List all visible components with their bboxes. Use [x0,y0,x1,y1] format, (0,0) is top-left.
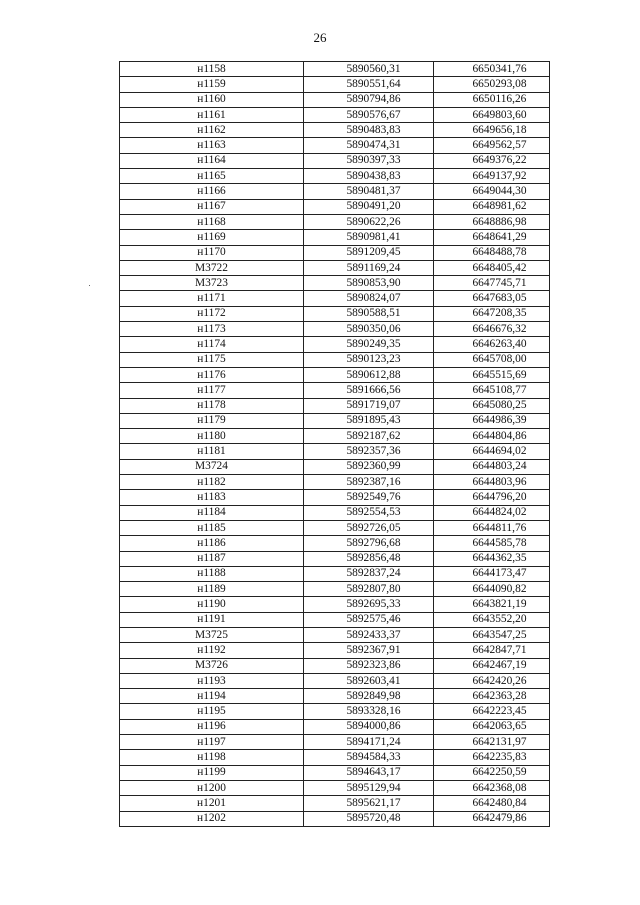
point-id-cell: н1196 [120,719,304,734]
y-coordinate-cell: 6644986,39 [434,413,550,428]
table-row [120,689,550,704]
table-row [120,505,550,520]
y-coordinate-cell: 6648488,78 [434,245,550,260]
point-id-cell: н1177 [120,383,304,398]
y-coordinate-cell: 6643547,25 [434,627,550,642]
point-id-cell: н1201 [120,796,304,811]
x-coordinate-cell: 5890612,88 [304,367,434,382]
x-coordinate-cell: 5890824,07 [304,291,434,306]
table-row [120,520,550,535]
x-coordinate-cell: 5890576,67 [304,107,434,122]
x-coordinate-cell: 5890622,26 [304,214,434,229]
table-row [120,337,550,352]
point-id-cell: М3726 [120,658,304,673]
x-coordinate-cell: 5893328,16 [304,704,434,719]
point-id-cell: М3723 [120,276,304,291]
table-row [120,276,550,291]
table-row [120,658,550,673]
point-id-cell: н1199 [120,765,304,780]
table-row [120,62,550,77]
y-coordinate-cell: 6644090,82 [434,582,550,597]
point-id-cell: н1176 [120,367,304,382]
point-id-cell: н1180 [120,429,304,444]
x-coordinate-cell: 5890853,90 [304,276,434,291]
x-coordinate-cell: 5892187,62 [304,429,434,444]
y-coordinate-cell: 6646263,40 [434,337,550,352]
y-coordinate-cell: 6646676,32 [434,322,550,337]
x-coordinate-cell: 5891169,24 [304,260,434,275]
y-coordinate-cell: 6644824,02 [434,505,550,520]
y-coordinate-cell: 6642063,65 [434,719,550,734]
table-row [120,367,550,382]
x-coordinate-cell: 5894584,33 [304,750,434,765]
y-coordinate-cell: 6644694,02 [434,444,550,459]
point-id-cell: н1198 [120,750,304,765]
table-row [120,765,550,780]
table-row [120,643,550,658]
point-id-cell: н1189 [120,582,304,597]
y-coordinate-cell: 6645708,00 [434,352,550,367]
coordinates-table [119,61,550,827]
table-row [120,260,550,275]
x-coordinate-cell: 5890350,06 [304,322,434,337]
scan-speck [89,285,90,286]
table-row [120,612,550,627]
point-id-cell: н1200 [120,780,304,795]
x-coordinate-cell: 5890474,31 [304,138,434,153]
point-id-cell: н1183 [120,490,304,505]
table-row [120,551,550,566]
table-row [120,459,550,474]
point-id-cell: н1167 [120,199,304,214]
table-row [120,107,550,122]
point-id-cell: н1193 [120,673,304,688]
table-row [120,138,550,153]
x-coordinate-cell: 5892807,80 [304,582,434,597]
table-row [120,750,550,765]
x-coordinate-cell: 5892837,24 [304,566,434,581]
x-coordinate-cell: 5890981,41 [304,230,434,245]
y-coordinate-cell: 6645515,69 [434,367,550,382]
y-coordinate-cell: 6648641,29 [434,230,550,245]
y-coordinate-cell: 6650293,08 [434,77,550,92]
coordinates-table-body [120,62,550,827]
y-coordinate-cell: 6642479,86 [434,811,550,826]
x-coordinate-cell: 5892575,46 [304,612,434,627]
y-coordinate-cell: 6642368,08 [434,780,550,795]
table-row [120,153,550,168]
y-coordinate-cell: 6649044,30 [434,184,550,199]
point-id-cell: н1164 [120,153,304,168]
point-id-cell: н1162 [120,123,304,138]
table-row [120,199,550,214]
x-coordinate-cell: 5890249,35 [304,337,434,352]
table-row [120,444,550,459]
x-coordinate-cell: 5890551,64 [304,77,434,92]
x-coordinate-cell: 5895621,17 [304,796,434,811]
x-coordinate-cell: 5890483,83 [304,123,434,138]
point-id-cell: М3725 [120,627,304,642]
y-coordinate-cell: 6642131,97 [434,735,550,750]
table-row [120,780,550,795]
table-row [120,704,550,719]
y-coordinate-cell: 6650341,76 [434,62,550,77]
y-coordinate-cell: 6647745,71 [434,276,550,291]
point-id-cell: н1160 [120,92,304,107]
point-id-cell: М3722 [120,260,304,275]
table-row [120,306,550,321]
table-row [120,413,550,428]
table-row [120,184,550,199]
y-coordinate-cell: 6648981,62 [434,199,550,214]
x-coordinate-cell: 5892856,48 [304,551,434,566]
y-coordinate-cell: 6642480,84 [434,796,550,811]
x-coordinate-cell: 5892433,37 [304,627,434,642]
y-coordinate-cell: 6642235,83 [434,750,550,765]
table-row [120,735,550,750]
y-coordinate-cell: 6642847,71 [434,643,550,658]
y-coordinate-cell: 6644803,24 [434,459,550,474]
y-coordinate-cell: 6649562,57 [434,138,550,153]
y-coordinate-cell: 6644803,96 [434,475,550,490]
point-id-cell: н1163 [120,138,304,153]
point-id-cell: М3724 [120,459,304,474]
point-id-cell: н1192 [120,643,304,658]
y-coordinate-cell: 6649656,18 [434,123,550,138]
y-coordinate-cell: 6643821,19 [434,597,550,612]
y-coordinate-cell: 6647208,35 [434,306,550,321]
table-row [120,597,550,612]
point-id-cell: н1169 [120,230,304,245]
point-id-cell: н1178 [120,398,304,413]
y-coordinate-cell: 6644362,35 [434,551,550,566]
page-number: 26 [313,30,327,45]
table-row [120,352,550,367]
point-id-cell: н1184 [120,505,304,520]
point-id-cell: н1179 [120,413,304,428]
y-coordinate-cell: 6642420,26 [434,673,550,688]
x-coordinate-cell: 5892387,16 [304,475,434,490]
x-coordinate-cell: 5891719,07 [304,398,434,413]
y-coordinate-cell: 6649803,60 [434,107,550,122]
point-id-cell: н1194 [120,689,304,704]
x-coordinate-cell: 5892849,98 [304,689,434,704]
x-coordinate-cell: 5892726,05 [304,520,434,535]
table-row [120,429,550,444]
table-row [120,123,550,138]
table-row [120,230,550,245]
table-row [120,719,550,734]
table-row [120,475,550,490]
x-coordinate-cell: 5892323,86 [304,658,434,673]
y-coordinate-cell: 6643552,20 [434,612,550,627]
x-coordinate-cell: 5895720,48 [304,811,434,826]
y-coordinate-cell: 6648886,98 [434,214,550,229]
x-coordinate-cell: 5890560,31 [304,62,434,77]
x-coordinate-cell: 5892695,33 [304,597,434,612]
y-coordinate-cell: 6644804,86 [434,429,550,444]
y-coordinate-cell: 6644173,47 [434,566,550,581]
x-coordinate-cell: 5891209,45 [304,245,434,260]
y-coordinate-cell: 6642223,45 [434,704,550,719]
y-coordinate-cell: 6645080,25 [434,398,550,413]
point-id-cell: н1166 [120,184,304,199]
x-coordinate-cell: 5890491,20 [304,199,434,214]
point-id-cell: н1181 [120,444,304,459]
y-coordinate-cell: 6649137,92 [434,169,550,184]
x-coordinate-cell: 5890481,37 [304,184,434,199]
y-coordinate-cell: 6644585,78 [434,536,550,551]
point-id-cell: н1187 [120,551,304,566]
point-id-cell: н1188 [120,566,304,581]
x-coordinate-cell: 5892357,36 [304,444,434,459]
y-coordinate-cell: 6644811,76 [434,520,550,535]
table-row [120,92,550,107]
y-coordinate-cell: 6642250,59 [434,765,550,780]
table-row [120,566,550,581]
table-row [120,245,550,260]
table-row [120,627,550,642]
point-id-cell: н1186 [120,536,304,551]
x-coordinate-cell: 5895129,94 [304,780,434,795]
x-coordinate-cell: 5890397,33 [304,153,434,168]
x-coordinate-cell: 5894643,17 [304,765,434,780]
x-coordinate-cell: 5892554,53 [304,505,434,520]
y-coordinate-cell: 6642363,28 [434,689,550,704]
point-id-cell: н1185 [120,520,304,535]
table-row [120,811,550,826]
point-id-cell: н1165 [120,169,304,184]
x-coordinate-cell: 5892603,41 [304,673,434,688]
x-coordinate-cell: 5892360,99 [304,459,434,474]
x-coordinate-cell: 5890794,86 [304,92,434,107]
point-id-cell: н1158 [120,62,304,77]
point-id-cell: н1195 [120,704,304,719]
x-coordinate-cell: 5890588,51 [304,306,434,321]
y-coordinate-cell: 6650116,26 [434,92,550,107]
y-coordinate-cell: 6647683,05 [434,291,550,306]
y-coordinate-cell: 6642467,19 [434,658,550,673]
x-coordinate-cell: 5892549,76 [304,490,434,505]
point-id-cell: н1170 [120,245,304,260]
point-id-cell: н1168 [120,214,304,229]
point-id-cell: н1190 [120,597,304,612]
point-id-cell: н1174 [120,337,304,352]
x-coordinate-cell: 5890438,83 [304,169,434,184]
x-coordinate-cell: 5891666,56 [304,383,434,398]
point-id-cell: н1172 [120,306,304,321]
x-coordinate-cell: 5891895,43 [304,413,434,428]
x-coordinate-cell: 5892796,68 [304,536,434,551]
x-coordinate-cell: 5892367,91 [304,643,434,658]
point-id-cell: н1202 [120,811,304,826]
x-coordinate-cell: 5894000,86 [304,719,434,734]
point-id-cell: н1182 [120,475,304,490]
table-row [120,536,550,551]
x-coordinate-cell: 5894171,24 [304,735,434,750]
y-coordinate-cell: 6645108,77 [434,383,550,398]
table-row [120,490,550,505]
point-id-cell: н1159 [120,77,304,92]
table-row [120,383,550,398]
point-id-cell: н1161 [120,107,304,122]
table-row [120,291,550,306]
point-id-cell: н1191 [120,612,304,627]
y-coordinate-cell: 6648405,42 [434,260,550,275]
table-row [120,673,550,688]
table-row [120,169,550,184]
table-row [120,582,550,597]
table-row [120,322,550,337]
table-row [120,796,550,811]
y-coordinate-cell: 6644796,20 [434,490,550,505]
x-coordinate-cell: 5890123,23 [304,352,434,367]
point-id-cell: н1173 [120,322,304,337]
table-row [120,214,550,229]
y-coordinate-cell: 6649376,22 [434,153,550,168]
point-id-cell: н1197 [120,735,304,750]
point-id-cell: н1175 [120,352,304,367]
point-id-cell: н1171 [120,291,304,306]
table-row [120,77,550,92]
table-row [120,398,550,413]
